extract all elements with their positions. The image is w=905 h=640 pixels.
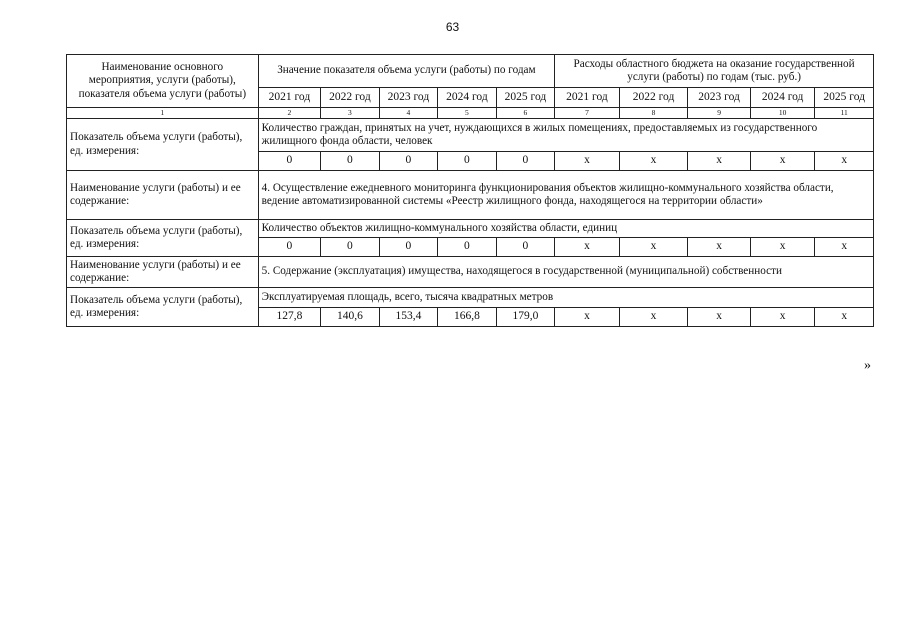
column-number: 2	[258, 108, 321, 119]
value-cell: x	[750, 152, 815, 171]
year-header: 2025 год	[496, 88, 555, 108]
value-cell: x	[619, 238, 688, 257]
value-cell: 0	[379, 238, 438, 257]
value-cell: x	[555, 152, 620, 171]
value-cell: 0	[321, 152, 380, 171]
value-cell: x	[619, 308, 688, 327]
column-number: 1	[67, 108, 259, 119]
page-number: 63	[445, 20, 460, 34]
value-cell: 0	[438, 238, 497, 257]
column-number: 3	[321, 108, 380, 119]
value-cell: x	[688, 152, 751, 171]
year-header: 2023 год	[688, 88, 751, 108]
year-header: 2024 год	[438, 88, 497, 108]
row-label: Показатель объема услуги (работы), ед. измерения:	[67, 288, 259, 327]
row-label: Наименование услуги (работы) и ее содержание:	[67, 257, 259, 288]
value-cell: 0	[379, 152, 438, 171]
indicator-description: Количество объектов жилищно-коммунального хозяйства области, единиц	[258, 220, 873, 238]
column-number: 9	[688, 108, 751, 119]
value-cell: 127,8	[258, 308, 321, 327]
value-cell: x	[750, 238, 815, 257]
header-name-column: Наименование основного мероприятия, услуги (работы), показателя объема услуги (работы)	[67, 55, 259, 108]
value-cell: x	[619, 152, 688, 171]
header-indicator-group: Значение показателя объема услуги (работы) по годам	[258, 55, 555, 88]
value-cell: x	[688, 238, 751, 257]
value-cell: 0	[438, 152, 497, 171]
year-header: 2021 год	[555, 88, 620, 108]
service-row	[67, 171, 874, 220]
value-cell: x	[815, 308, 874, 327]
indicator-row	[67, 119, 874, 152]
value-cell: x	[555, 308, 620, 327]
value-cell: x	[750, 308, 815, 327]
program-indicators-table	[66, 54, 874, 327]
row-label: Наименование услуги (работы) и ее содержание:	[67, 171, 259, 220]
value-cell: 166,8	[438, 308, 497, 327]
value-cell: 0	[321, 238, 380, 257]
column-number: 6	[496, 108, 555, 119]
indicator-description: Эксплуатируемая площадь, всего, тысяча квадратных метров	[258, 288, 873, 308]
indicator-row	[67, 288, 874, 308]
column-number-row	[67, 108, 874, 119]
header-row	[67, 55, 874, 88]
value-cell: x	[815, 238, 874, 257]
value-cell: 0	[496, 152, 555, 171]
value-cell: x	[815, 152, 874, 171]
header-expense-group: Расходы областного бюджета на оказание государственной услуги (работы) по годам (тыс. руб.)	[555, 55, 874, 88]
column-number: 4	[379, 108, 438, 119]
value-cell: 140,6	[321, 308, 380, 327]
column-number: 11	[815, 108, 874, 119]
year-header: 2022 год	[619, 88, 688, 108]
value-cell: x	[688, 308, 751, 327]
service-row	[67, 257, 874, 288]
indicator-description: Количество граждан, принятых на учет, нуждающихся в жилых помещениях, предоставляемых из государственного жилищного фонда области, человек	[258, 119, 873, 152]
closing-quote-mark: »	[864, 358, 871, 373]
year-header: 2022 год	[321, 88, 380, 108]
row-label: Показатель объема услуги (работы), ед. измерения:	[67, 119, 259, 171]
value-cell: 0	[496, 238, 555, 257]
indicator-row	[67, 220, 874, 238]
year-header: 2025 год	[815, 88, 874, 108]
year-header: 2024 год	[750, 88, 815, 108]
column-number: 7	[555, 108, 620, 119]
value-cell: 179,0	[496, 308, 555, 327]
value-cell: 153,4	[379, 308, 438, 327]
year-header: 2021 год	[258, 88, 321, 108]
column-number: 10	[750, 108, 815, 119]
value-cell: 0	[258, 152, 321, 171]
column-number: 8	[619, 108, 688, 119]
row-label: Показатель объема услуги (работы), ед. измерения:	[67, 220, 259, 257]
value-cell: x	[555, 238, 620, 257]
year-header: 2023 год	[379, 88, 438, 108]
service-description: 4. Осуществление ежедневного мониторинга функционирования объектов жилищно-коммунального хозяйства области, ведение автоматизированной системы «Реестр жилищного фонда, находящегося на территории области»	[258, 171, 873, 220]
service-description: 5. Содержание (эксплуатация) имущества, находящегося в государственной (муниципальной) собственности	[258, 257, 873, 288]
column-number: 5	[438, 108, 497, 119]
value-cell: 0	[258, 238, 321, 257]
